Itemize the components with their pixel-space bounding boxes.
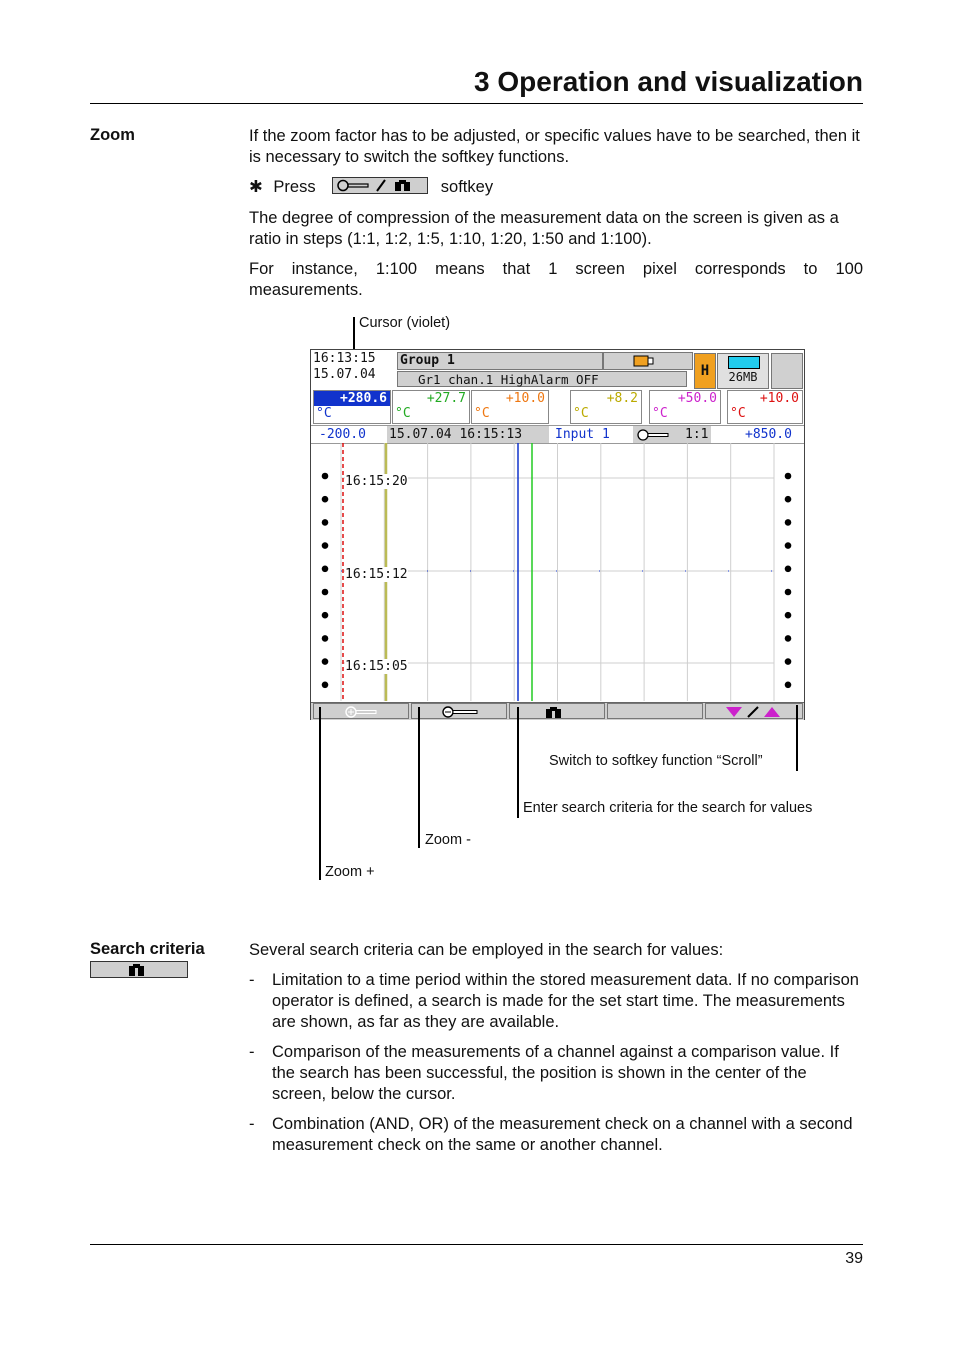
- right-dot: [785, 682, 792, 689]
- right-dot: [785, 542, 792, 549]
- screen-time: 16:13:15 15.07.04: [313, 351, 376, 382]
- softkey-scroll[interactable]: [705, 703, 803, 719]
- channel-5: +50.0 °C: [649, 390, 721, 424]
- cursor-label: Cursor (violet): [359, 315, 451, 331]
- screen-h-badge: H: [694, 353, 716, 389]
- footer-rule: [90, 1244, 863, 1245]
- channel-1: +280.6 °C: [313, 390, 391, 424]
- zoom-minus-leader: [418, 707, 420, 848]
- device-screen: [310, 349, 805, 720]
- softkey-zoom-minus[interactable]: [411, 703, 507, 719]
- right-dot: [785, 658, 792, 665]
- softkey-bar: [311, 702, 804, 720]
- scale-max: +850.0: [745, 427, 792, 442]
- screen-blank-key: [771, 353, 803, 389]
- screen-group: Group 1: [397, 352, 603, 370]
- softkey-empty[interactable]: [607, 703, 703, 719]
- zoom-side-label: Zoom: [90, 126, 135, 144]
- press-word: Press: [273, 178, 316, 196]
- channel-6: +10.0 °C: [727, 390, 803, 424]
- memory-icon: [728, 356, 760, 369]
- zoom-lens-icon: [635, 426, 675, 443]
- scroll-label: Switch to softkey function “Scroll”: [549, 753, 763, 769]
- scroll-arrows-icon: [706, 705, 802, 719]
- zoom-search-softkey: [332, 177, 428, 194]
- right-dot: [785, 612, 792, 619]
- left-dot: [322, 566, 329, 573]
- header-rule: [90, 103, 863, 104]
- zoom-ratio: 1:1: [685, 427, 709, 442]
- left-dot: [322, 589, 329, 596]
- right-dot: [785, 635, 792, 642]
- screen-memory: 26MB: [717, 353, 769, 389]
- instance-line-1: For instance, 1:100 means that 1 screen pixel corresponds to 100: [249, 260, 863, 278]
- scale-row: [311, 425, 804, 444]
- zoom-ratio-box: [633, 426, 711, 443]
- input-label: Input 1: [555, 427, 610, 442]
- chapter-title: 3 Operation and visualization: [474, 66, 863, 97]
- right-dot: [785, 566, 792, 573]
- time-mark-3: 16:15:05: [345, 659, 408, 674]
- search-item-2: - Comparison of the measurements of a channel against a comparison value. If the search has been successful, the position is shown in the center of the screen, below the cursor.: [249, 1043, 839, 1103]
- zoom-minus-icon: [412, 705, 506, 719]
- left-dot: [322, 658, 329, 665]
- softkey-word: softkey: [440, 178, 494, 196]
- right-dot: [785, 589, 792, 596]
- cursor-time: 15.07.04 16:15:13: [387, 426, 549, 443]
- channel-3: +10.0 °C: [471, 390, 549, 424]
- left-dot: [322, 542, 329, 549]
- channel-row: [311, 390, 804, 423]
- time-mark-2: 16:15:12: [345, 567, 408, 582]
- right-dot: [785, 496, 792, 503]
- press-line: [249, 177, 863, 198]
- right-dot: [785, 519, 792, 526]
- softkey-zoom-plus[interactable]: [313, 703, 409, 719]
- screen-battery-box: [603, 352, 693, 370]
- page-number: 39: [845, 1250, 863, 1267]
- channel-2: +27.7 °C: [392, 390, 470, 424]
- zoom-plus-leader: [319, 707, 321, 880]
- softkey-search[interactable]: [509, 703, 605, 719]
- left-dot: [322, 519, 329, 526]
- binoculars-icon: [91, 962, 187, 977]
- search-intro: Several search criteria can be employed in the search for values:: [249, 941, 724, 959]
- left-dot: [322, 612, 329, 619]
- left-dot: [322, 496, 329, 503]
- screen-alarm: Gr1 chan.1 HighAlarm OFF: [397, 371, 687, 387]
- time-mark-1: 16:15:20: [345, 474, 408, 489]
- scale-min: -200.0: [319, 427, 366, 442]
- search-side-label: Search criteria: [90, 940, 205, 958]
- binoculars-icon: [510, 705, 604, 719]
- scroll-leader: [796, 705, 798, 771]
- zoom-plus-label: Zoom +: [325, 864, 375, 880]
- channel-4: +8.2 °C: [570, 390, 642, 424]
- left-dot: [322, 473, 329, 480]
- press-marker: ✱: [249, 178, 263, 196]
- zoom-minus-label: Zoom -: [425, 832, 471, 848]
- search-item-1: - Limitation to a time period within the stored measurement data. If no comparison operator is defined, a search is made for the set start time. The measurements are shown, as far as they are available.: [249, 971, 859, 1031]
- search-label: Enter search criteria for the search for values: [523, 800, 813, 816]
- compression-text: The degree of compression of the measurement data on the screen is given as a ratio in steps (1:1, 1:2, 1:5, 1:10, 1:20, 1:50 and 1:100).: [249, 209, 839, 248]
- search-leader: [517, 707, 519, 818]
- search-item-3: - Combination (AND, OR) of the measurement check on a channel with a second measurement check on the same or another channel.: [249, 1115, 853, 1154]
- search-softkey-icon-box: [90, 961, 188, 978]
- zoom-plus-icon: [314, 705, 408, 719]
- left-dot: [322, 635, 329, 642]
- zoom-intro: If the zoom factor has to be adjusted, or specific values have to be searched, then it is necessary to switch the softkey functions.: [249, 127, 860, 166]
- right-dot: [785, 473, 792, 480]
- instance-line-2: measurements.: [249, 281, 363, 299]
- left-dot: [322, 682, 329, 689]
- record-icon: [604, 353, 692, 369]
